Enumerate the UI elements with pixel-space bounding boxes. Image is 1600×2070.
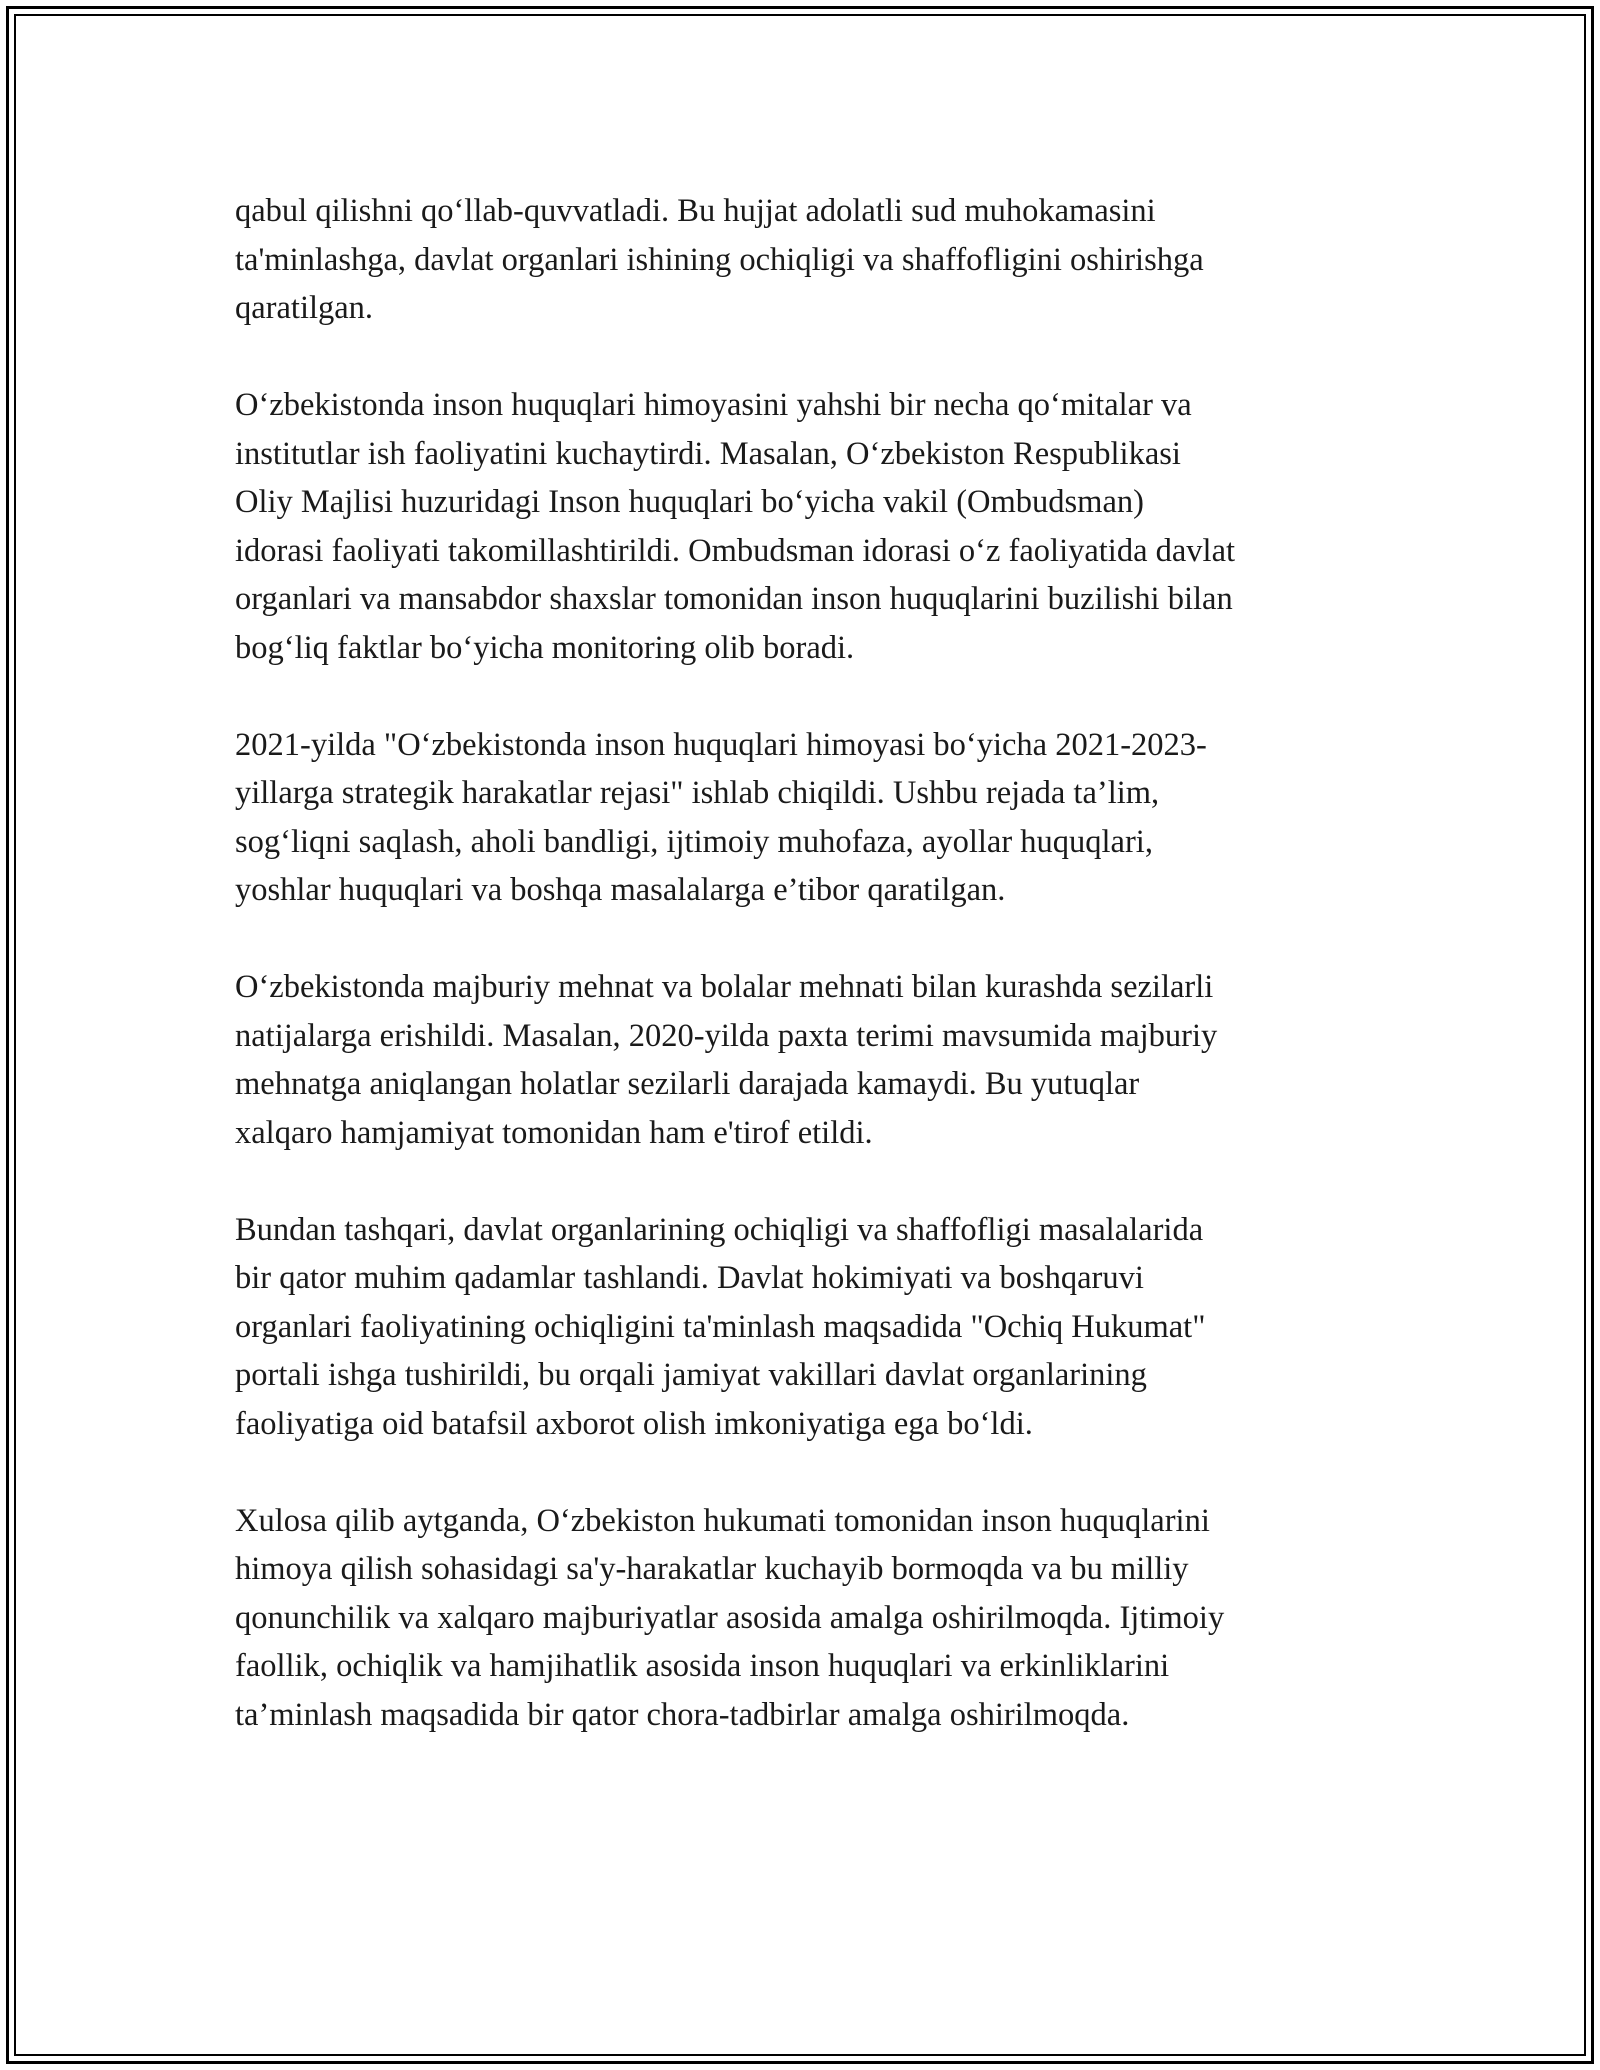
paragraph-3: 2021-yilda "O‘zbekistonda inson huquqlari himoyasi bo‘yicha 2021-2023- yillarga strategik harakatlar rejasi" ishlab chiqildi. Ushbu rejada ta’lim, sog‘liqni saqlash, aholi bandligi, ijtimoiy muhofaza, ayollar huquqlari, yoshlar huquqlari va boshqa masalalarga e’tibor qaratilgan. (235, 726, 1207, 908)
paragraph-5: Bundan tashqari, davlat organlarining ochiqligi va shaffofligi masalalarida bir qator muhim qadamlar tashlandi. Davlat hokimiyati va boshqaruvi organlari faoliyatining ochiqligini ta'minlash maqsadida "Ochiq Hukumat" portali ishga tushirildi, bu orqali jamiyat vakillari davlat organlarining faoliyatiga oid batafsil axborot olish imkoniyatiga ega bo‘ldi. (235, 1211, 1206, 1442)
paragraph-6: Xulosa qilib aytganda, O‘zbekiston hukumati tomonidan inson huquqlarini himoya qilish sohasidagi sa'y-harakatlar kuchayib bormoqda va bu milliy qonunchilik va xalqaro majburiyatlar asosida amalga oshirilmoqda. Ijtimoiy faollik, ochiqlik va hamjihatlik asosida inson huquqlari va erkinliklarini ta’minlash maqsadida bir qator chora-tadbirlar amalga oshirilmoqda. (235, 1502, 1225, 1733)
document-body (235, 187, 1395, 1739)
paragraph-1: qabul qilishni qo‘llab-quvvatladi. Bu hujjat adolatli sud muhokamasini ta'minlashga, davlat organlari ishining ochiqligi va shaffofligini oshirishga qaratilgan. (235, 193, 1204, 326)
paragraph-2: O‘zbekistonda inson huquqlari himoyasini yahshi bir necha qo‘mitalar va institutlar ish faoliyatini kuchaytirdi. Masalan, O‘zbekiston Respublikasi Oliy Majlisi huzuridagi Inson huquqlari bo‘yicha vakil (Ombudsman) idorasi faoliyati takomillashtirildi. Ombudsman idorasi o‘z faoliyatida davlat organlari va mansabdor shaxslar tomonidan inson huquqlarini buzilishi bilan bog‘liq faktlar bo‘yicha monitoring olib boradi. (235, 387, 1236, 666)
paragraph-4: O‘zbekistonda majburiy mehnat va bolalar mehnati bilan kurashda sezilarli natijalarga erishildi. Masalan, 2020-yilda paxta terimi mavsumida majburiy mehnatga aniqlangan holatlar sezilarli darajada kamaydi. Bu yutuqlar xalqaro hamjamiyat tomonidan ham e'tirof etildi. (235, 969, 1218, 1151)
